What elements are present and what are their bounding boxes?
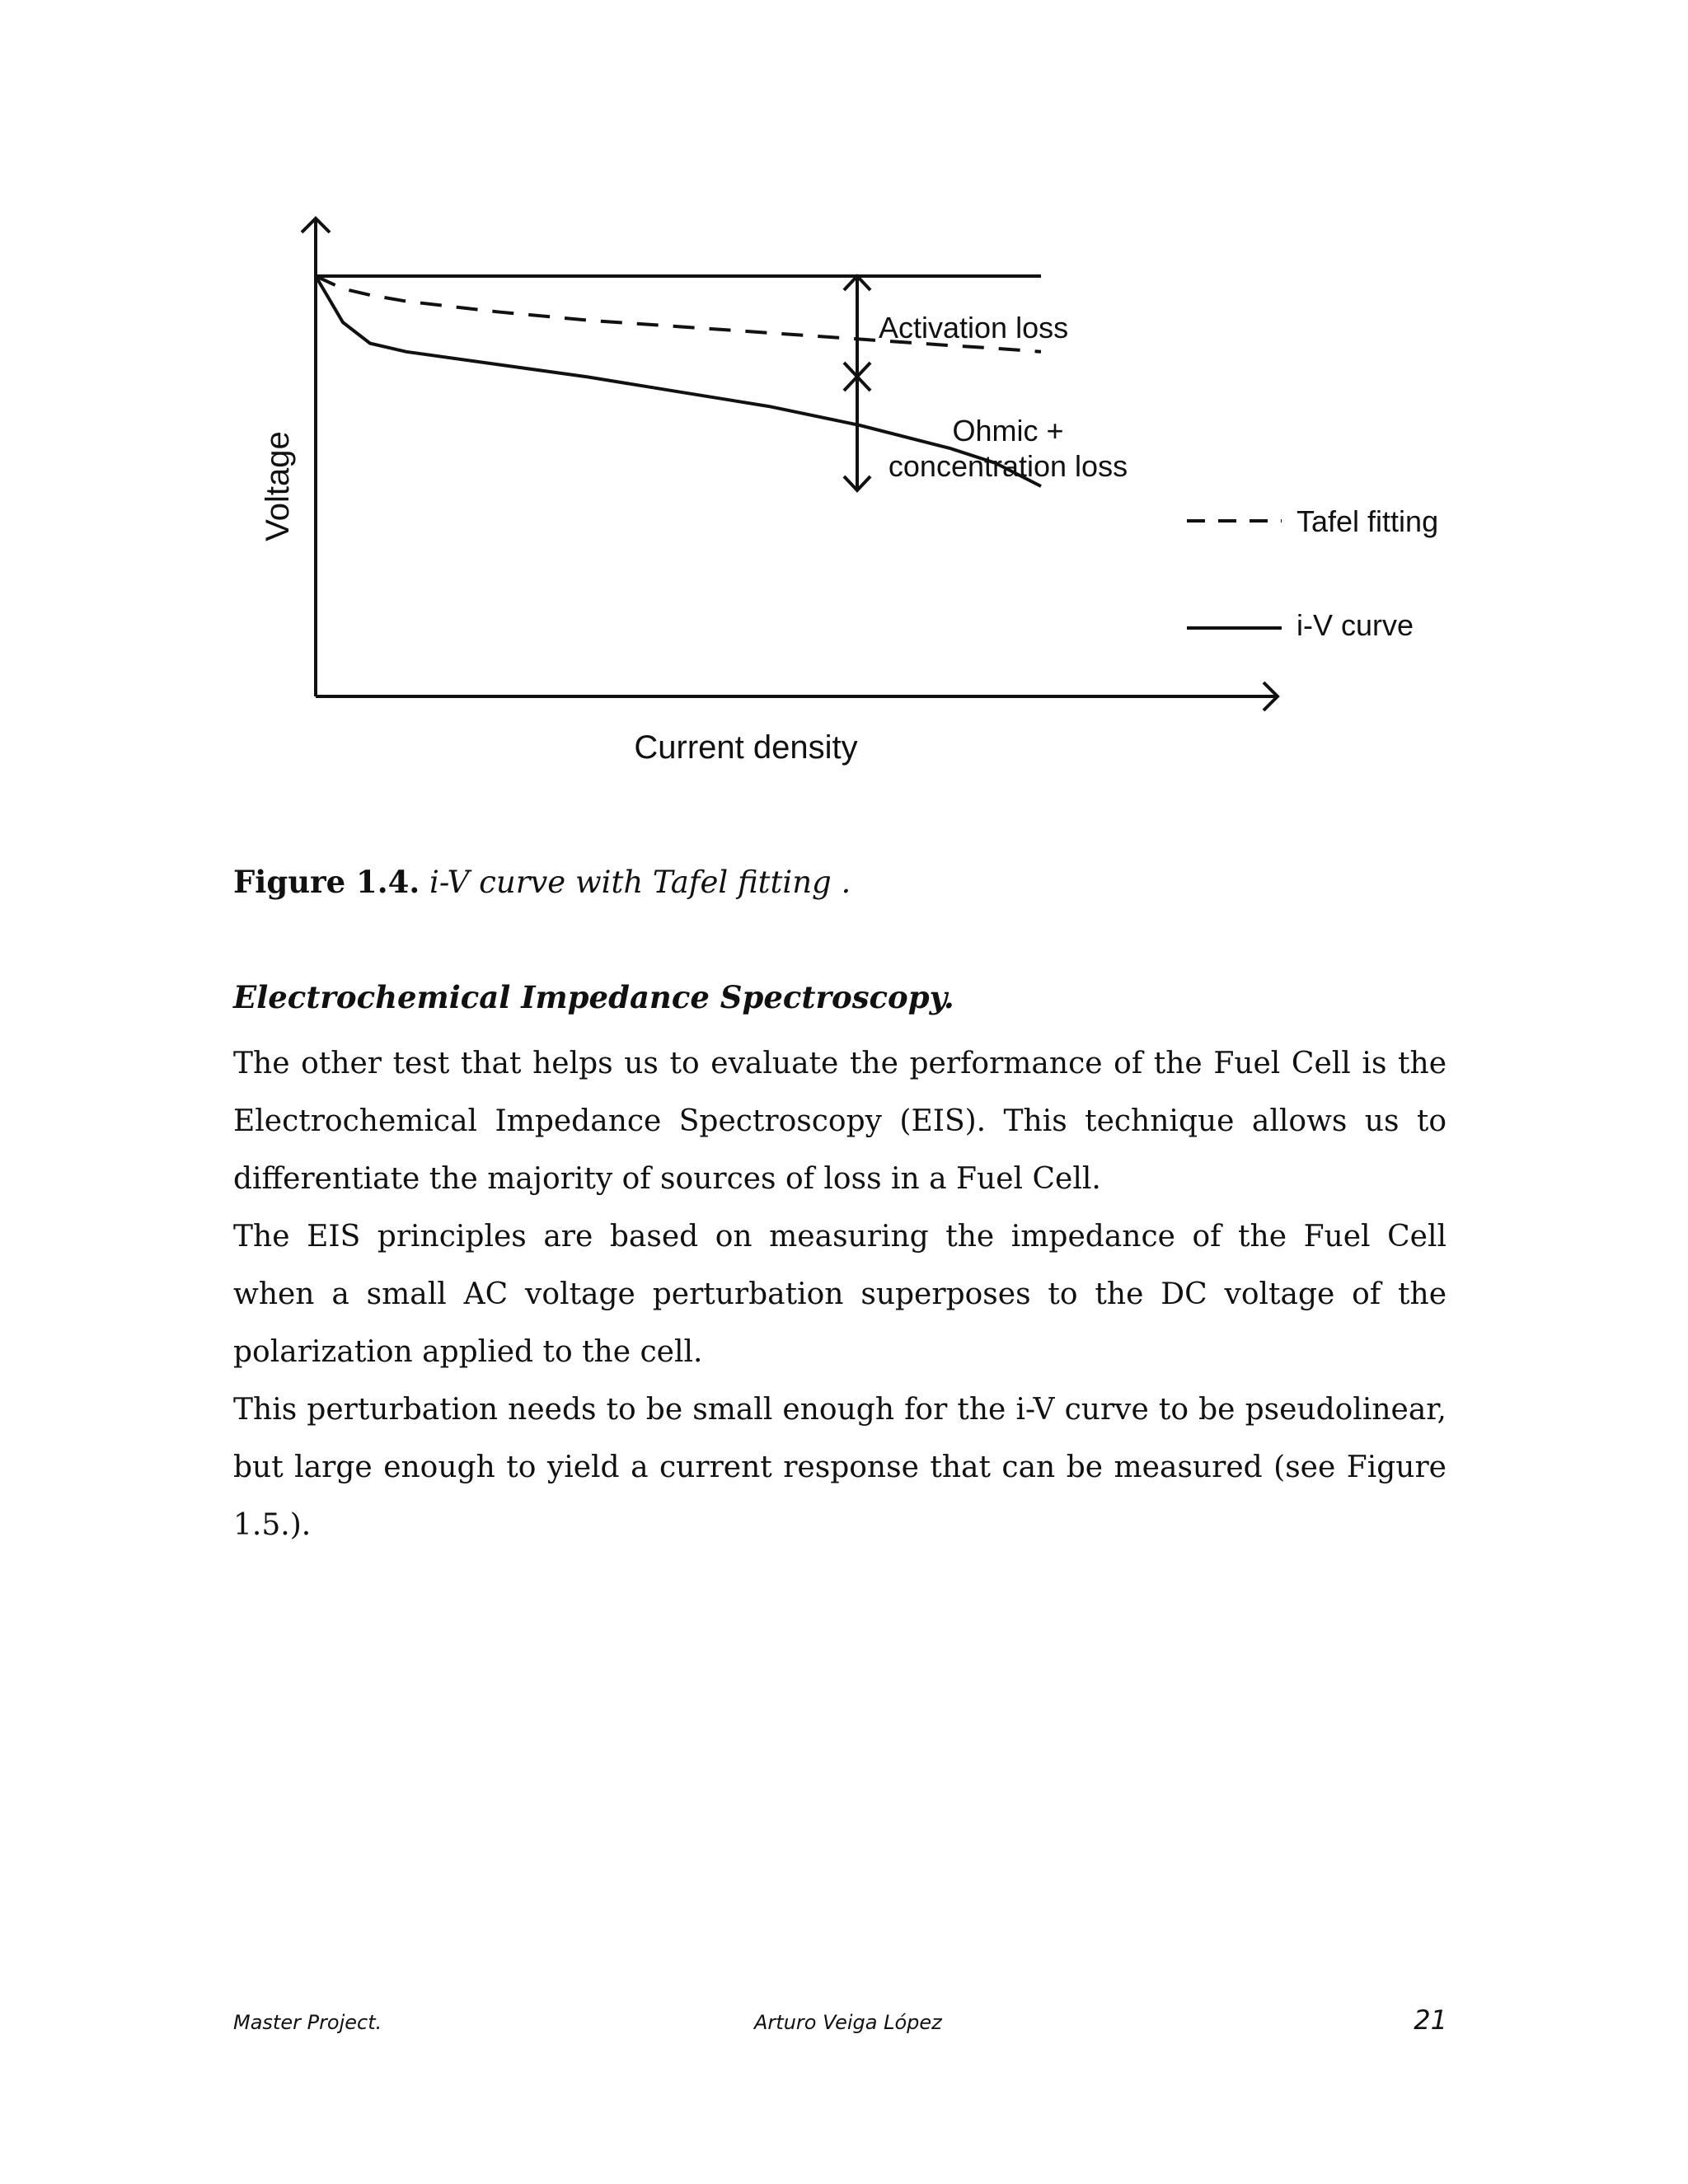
activation-loss-arrow (844, 276, 870, 377)
section-heading: Electrochemical Impedance Spectroscopy. (233, 979, 954, 1015)
page-number: 21 (1414, 2004, 1447, 2036)
figure-caption-text: i-V curve with Tafel fitting . (420, 865, 851, 900)
x-axis-label: Current density (634, 729, 858, 766)
ohmic-loss-label-line2: concentration loss (888, 449, 1128, 483)
footer-left: Master Project. (233, 2011, 382, 2034)
activation-loss-label: Activation loss (879, 311, 1069, 344)
figure-caption (233, 864, 1453, 900)
legend-tafel-label: Tafel fitting (1296, 504, 1439, 538)
figure-caption-label: Figure 1.4. (233, 864, 420, 900)
paragraph: The other test that helps us to evaluate the performance of the Fuel Cell is the Electrochemical Impedance Spectroscopy (EIS). This technique allows us to differentiate the majority of sources of loss in a Fuel Cell. (233, 1047, 1447, 1196)
ohmic-loss-arrow (844, 377, 870, 490)
paragraph: This perturbation needs to be small enough for the i-V curve to be pseudolinear, but large enough to yield a current response that can be measured (see Figure 1.5.). (233, 1393, 1447, 1542)
y-axis-label: Voltage (260, 431, 296, 541)
ohmic-loss-label-line1: Ohmic + (952, 414, 1064, 448)
iv-curve-figure (0, 0, 1688, 824)
paragraph: The EIS principles are based on measuring the impedance of the Fuel Cell when a small AC voltage perturbation superposes to the DC voltage of the polarization applied to the cell. (233, 1220, 1447, 1369)
body-text (233, 1035, 1447, 1554)
legend-iv-label: i-V curve (1296, 608, 1414, 642)
footer-author: Arturo Veiga López (754, 2011, 942, 2034)
